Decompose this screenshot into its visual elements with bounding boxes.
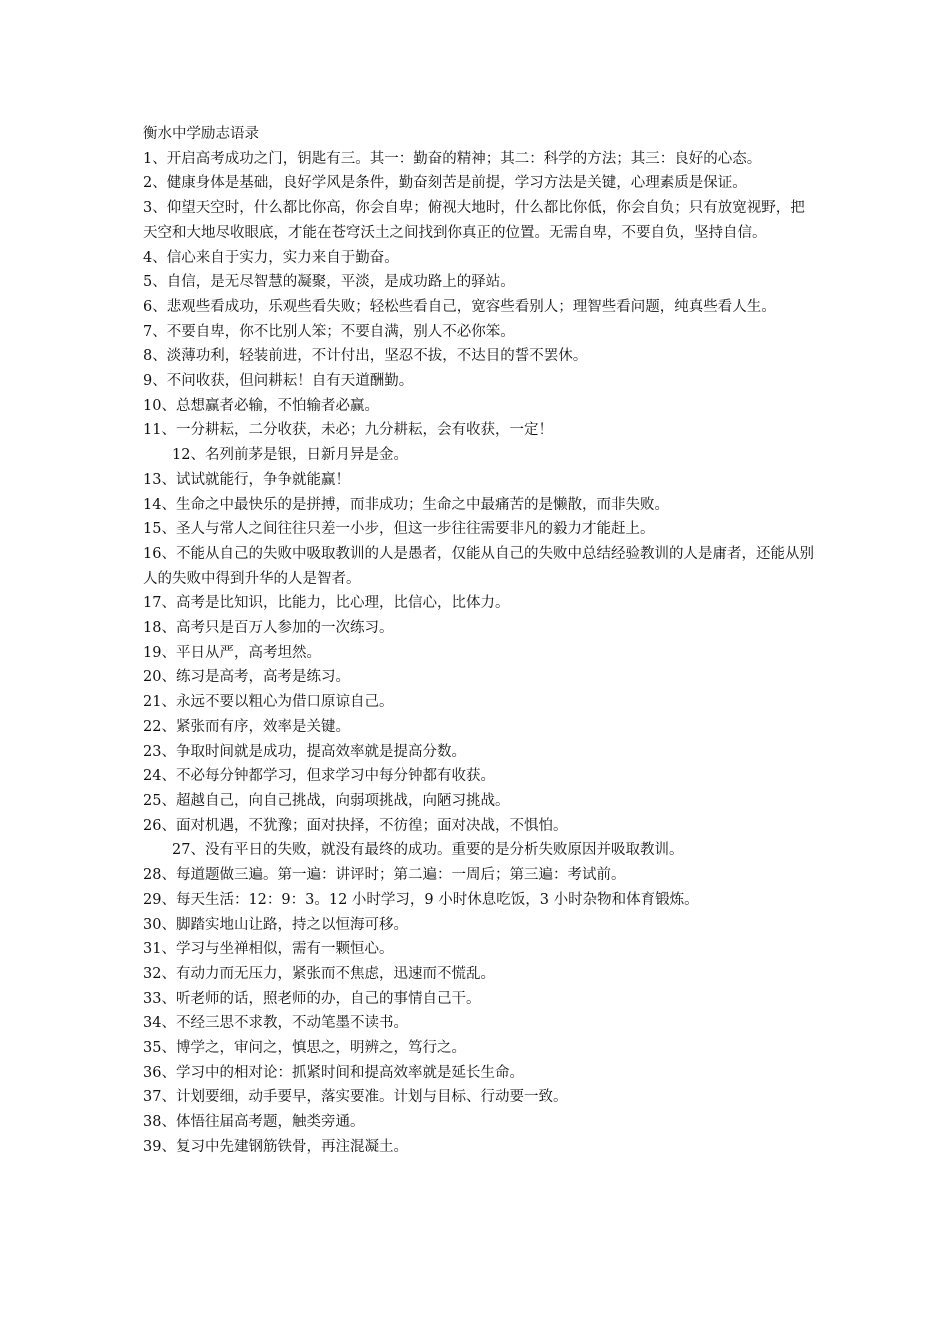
list-item: 11、一分耕耘，二分收获，未必；九分耕耘，会有收获，一定！ [143,422,553,439]
list-item: 35、博学之，审问之，慎思之，明辨之，笃行之。 [143,1040,466,1057]
list-item: 30、脚踏实地山让路，持之以恒海可移。 [143,916,408,933]
list-item: 8、淡薄功利，轻装前进，不计付出，坚忍不拔，不达目的誓不罢休。 [143,348,588,365]
list-item: 9、不问收获，但问耕耘！自有天道酬勤。 [143,373,414,390]
list-item: 19、平日从严，高考坦然。 [143,644,321,661]
list-item: 28、每道题做三遍。第一遍：讲评时；第二遍：一周后；第三遍：考试前。 [143,867,626,884]
list-item: 34、不经三思不求教，不动笔墨不读书。 [143,1015,408,1032]
list-item: 25、超越自己，向自己挑战，向弱项挑战，向陋习挑战。 [143,792,510,809]
list-item: 33、听老师的话，照老师的办，自己的事情自己干。 [143,990,481,1007]
list-item: 2、健康身体是基础，良好学风是条件，勤奋刻苦是前提，学习方法是关键，心理素质是保证。 [143,175,747,192]
list-item: 13、试试就能行，争争就能赢！ [143,471,350,488]
list-item: 27、没有平日的失败，就没有最终的成功。重要的是分析失败原因并吸取教训。 [172,842,684,859]
list-item: 21、永远不要以粗心为借口原谅自己。 [143,694,394,711]
list-item: 39、复习中先建钢筋铁骨，再注混凝土。 [143,1138,408,1155]
list-item: 23、争取时间就是成功，提高效率就是提高分数。 [143,743,466,760]
list-item: 24、不必每分钟都学习，但求学习中每分钟都有收获。 [143,768,495,785]
list-item: 26、面对机遇，不犹豫；面对抉择，不彷徨；面对决战，不惧怕。 [143,817,568,834]
document-title: 衡水中学励志语录 [143,126,259,142]
list-item: 10、总想赢者必输，不怕输者必赢。 [143,397,379,414]
list-item: 16、不能从自己的失败中吸取教训的人是愚者，仅能从自己的失败中总结经验教训的人是庸者，还能从别人的失败中得到升华的人是智者。 [143,545,814,587]
list-item: 15、圣人与常人之间往往只差一小步，但这一步往往需要非凡的毅力才能赶上。 [143,521,655,538]
list-item: 36、学习中的相对论：抓紧时间和提高效率就是延长生命。 [143,1064,524,1081]
list-item: 20、练习是高考，高考是练习。 [143,669,350,686]
list-item: 37、计划要细，动手要早，落实要准。计划与目标、行动要一致。 [143,1089,568,1106]
list-item: 32、有动力而无压力，紧张而不焦虑，迅速而不慌乱。 [143,965,495,982]
list-item: 18、高考只是百万人参加的一次练习。 [143,620,394,637]
list-item: 3、仰望天空时，什么都比你高，你会自卑；俯视大地时，什么都比你低，你会自负；只有放宽视野，把天空和大地尽收眼底，才能在苍穹沃土之间找到你真正的位置。无需自卑，不要自负，坚持自信。 [143,200,805,241]
list-item: 12、名列前茅是银，日新月异是金。 [172,447,408,464]
list-item: 7、不要自卑，你不比别人笨；不要自满，别人不必你笨。 [143,323,515,340]
list-item: 1、开启高考成功之门，钥匙有三。其一：勤奋的精神；其二：科学的方法；其三：良好的心态。 [143,150,762,167]
document-page [143,122,818,1160]
list-item: 17、高考是比知识，比能力，比心理，比信心，比体力。 [143,595,510,612]
list-item: 29、每天生活：12：9：3。12 小时学习，9 小时休息吃饭，3 小时杂物和体育锻炼。 [143,891,699,908]
list-item: 6、悲观些看成功，乐观些看失败；轻松些看自己，宽容些看别人；理智些看问题，纯真些看人生。 [143,298,776,315]
list-item: 5、自信，是无尽智慧的凝聚，平淡，是成功路上的驿站。 [143,274,515,291]
list-item: 31、学习与坐禅相似，需有一颗恒心。 [143,941,394,958]
list-item: 14、生命之中最快乐的是拼搏，而非成功；生命之中最痛苦的是懒散，而非失败。 [143,496,669,513]
list-item: 22、紧张而有序，效率是关键。 [143,718,350,735]
list-item: 4、信心来自于实力，实力来自于勤奋。 [143,249,399,266]
list-item: 38、体悟往届高考题，触类旁通。 [143,1114,365,1131]
